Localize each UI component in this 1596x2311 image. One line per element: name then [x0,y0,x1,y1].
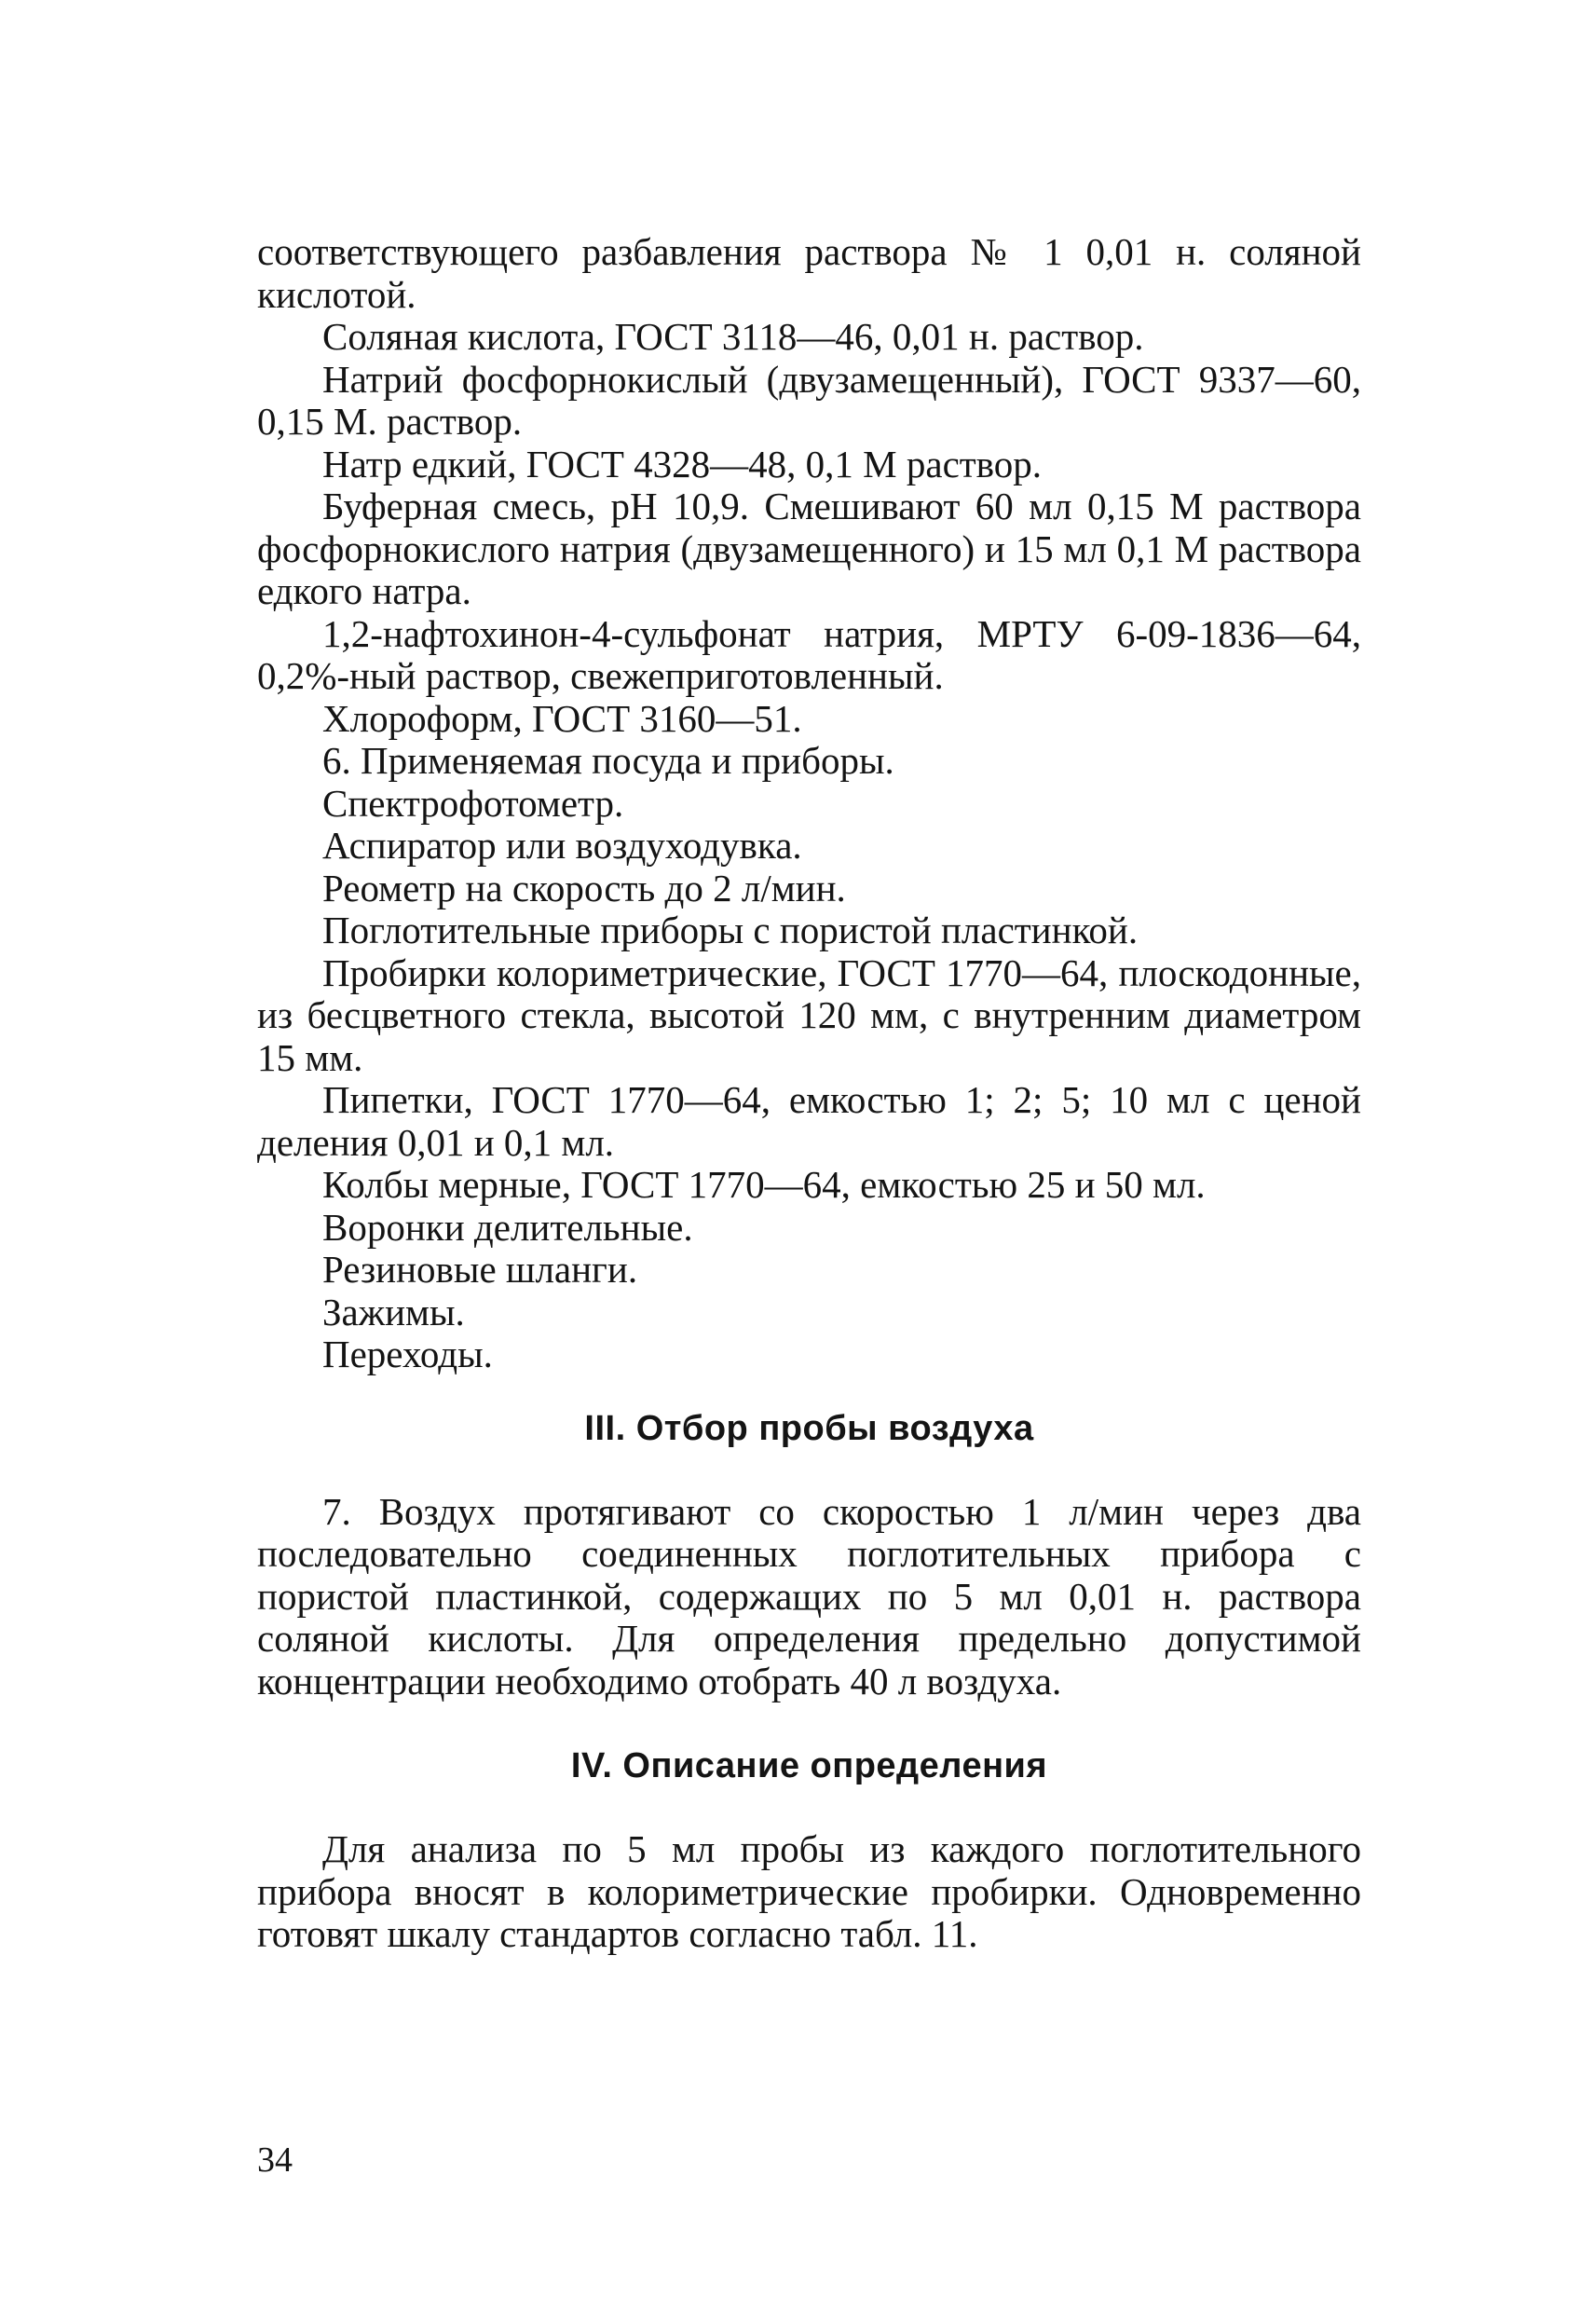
reagent-naphthoquinone-sulfonate: 1,2-нафтохинон-4-сульфонат натрия, МРТУ 6-09-1836—64, 0,2%-ный раствор, свежеприготовленный. [257,611,1361,697]
section-4-paragraph: Для анализа по 5 мл пробы из каждого поглотительного прибора вносят в колориметрические пробирки. Одновременно готовят шкалу стандартов согласно табл. 11. [257,1827,1361,1955]
reagent-sodium-hydroxide: Натр едкий, ГОСТ 4328—48, 0,1 М раствор. [322,442,1043,485]
equipment-volumetric-flasks: Колбы мерные, ГОСТ 1770—64, емкостью 25 и 50 мл. [322,1163,1206,1206]
reagent-chloroform: Хлороформ, ГОСТ 3160—51. [322,696,802,740]
section-3-paragraph: 7. Воздух протягивают со скоростью 1 л/мин через два последовательно соединенных поглотительных прибора с пористой пластинкой, содержащих по 5 мл 0,01 н. раствора соляной кислоты. Для определения предельно допустимой концентрации необходимо отобрать 40 л воздуха. [257,1489,1361,1702]
section-6-title: 6. Применяемая посуда и приборы. [322,739,894,782]
section-3-heading: III. Отбор пробы воздуха [584,1408,1034,1448]
equipment-aspirator: Аспиратор или воздуходувка. [322,824,802,867]
page-number: 34 [257,2140,293,2180]
equipment-test-tubes: Пробирки колориметрические, ГОСТ 1770—64, плоскодонные, из бесцветного стекла, высотой 120 мм, с внутренним диаметром 15 мм. [257,950,1361,1079]
equipment-spectrophotometer: Спектрофотометр. [322,781,624,825]
reagent-hydrochloric-acid: Соляная кислота, ГОСТ 3118—46, 0,01 н. раствор. [322,315,1144,358]
section-4-heading: IV. Описание определения [570,1746,1048,1785]
equipment-rheometer: Реометр на скорость до 2 л/мин. [322,866,846,909]
reagent-buffer-mixture: Буферная смесь, pH 10,9. Смешивают 60 мл 0,15 М раствора фосфорнокислого натрия (двузамещенного) и 15 мл 0,1 М раствора едкого натра. [257,485,1361,612]
reagent-sodium-phosphate: Натрий фосфорнокислый (двузамещенный), ГОСТ 9337—60, 0,15 М. раствор. [257,357,1361,443]
equipment-pipettes: Пипетки, ГОСТ 1770—64, емкостью 1; 2; 5; 10 мл с ценой деления 0,01 и 0,1 мл. [257,1078,1361,1164]
equipment-rubber-hoses: Резиновые шланги. [322,1248,638,1291]
equipment-absorbers: Поглотительные приборы с пористой пластинкой. [322,909,1139,951]
equipment-separatory-funnels: Воронки делительные. [322,1205,693,1249]
paragraph-continuation: соответствующего разбавления раствора № 1 0,01 н. соляной кислотой. [257,230,1361,316]
equipment-adapters: Переходы. [322,1333,493,1375]
page-body [257,231,1361,1956]
equipment-clamps: Зажимы. [322,1290,465,1333]
